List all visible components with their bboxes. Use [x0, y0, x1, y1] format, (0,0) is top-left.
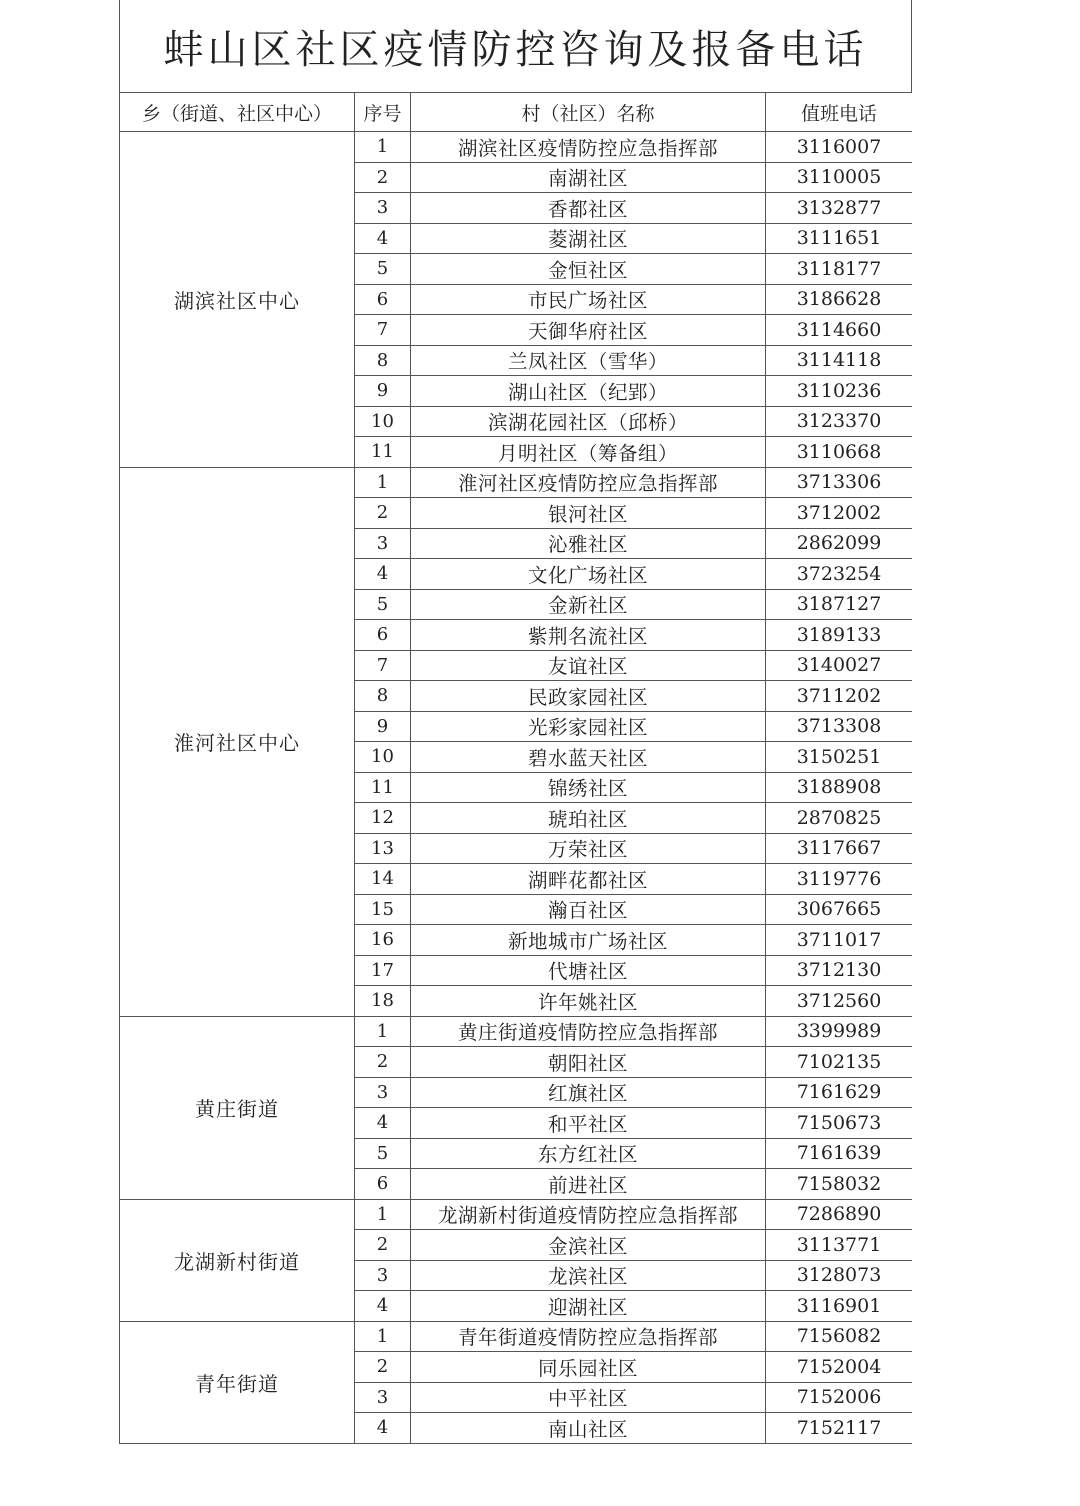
table-row — [120, 1016, 913, 1047]
phone-cell: 3128073 — [766, 1260, 913, 1291]
name-cell: 前进社区 — [411, 1169, 766, 1200]
phone-cell: 3118177 — [766, 254, 913, 285]
name-cell: 东方红社区 — [411, 1138, 766, 1169]
seq-cell: 7 — [355, 650, 411, 681]
seq-cell: 2 — [355, 498, 411, 529]
phone-cell: 3723254 — [766, 559, 913, 590]
page-title: 蚌山区社区疫情防控咨询及报备电话 — [163, 26, 868, 73]
district-cell: 淮河社区中心 — [120, 467, 355, 1016]
phone-cell: 7161629 — [766, 1077, 913, 1108]
phone-cell: 3114660 — [766, 315, 913, 346]
name-cell: 锦绣社区 — [411, 772, 766, 803]
table-row — [120, 467, 913, 498]
name-cell: 南山社区 — [411, 1413, 766, 1444]
name-cell: 市民广场社区 — [411, 284, 766, 315]
phone-cell: 3110236 — [766, 376, 913, 407]
phone-cell: 7150673 — [766, 1108, 913, 1139]
seq-cell: 3 — [355, 1260, 411, 1291]
seq-cell: 13 — [355, 833, 411, 864]
seq-cell: 8 — [355, 681, 411, 712]
phone-cell: 2870825 — [766, 803, 913, 834]
phone-cell: 3187127 — [766, 589, 913, 620]
name-cell: 香都社区 — [411, 193, 766, 224]
seq-cell: 9 — [355, 376, 411, 407]
phone-cell: 3116007 — [766, 132, 913, 163]
phone-cell: 3110005 — [766, 162, 913, 193]
name-cell: 青年街道疫情防控应急指挥部 — [411, 1321, 766, 1352]
name-cell: 湖畔花都社区 — [411, 864, 766, 895]
seq-cell: 1 — [355, 1016, 411, 1047]
table-row — [120, 1321, 913, 1352]
seq-cell: 1 — [355, 467, 411, 498]
phone-cell: 3711202 — [766, 681, 913, 712]
phone-cell: 3713306 — [766, 467, 913, 498]
name-cell: 天御华府社区 — [411, 315, 766, 346]
phone-cell: 7156082 — [766, 1321, 913, 1352]
phone-cell: 3150251 — [766, 742, 913, 773]
seq-cell: 6 — [355, 284, 411, 315]
seq-cell: 15 — [355, 894, 411, 925]
district-cell: 青年街道 — [120, 1321, 355, 1443]
seq-cell: 2 — [355, 1047, 411, 1078]
name-cell: 民政家园社区 — [411, 681, 766, 712]
header-district: 乡（街道、社区中心） — [120, 93, 355, 132]
phone-cell: 3067665 — [766, 894, 913, 925]
seq-cell: 4 — [355, 559, 411, 590]
phone-cell: 3119776 — [766, 864, 913, 895]
name-cell: 文化广场社区 — [411, 559, 766, 590]
title-box — [119, 0, 912, 92]
seq-cell: 14 — [355, 864, 411, 895]
seq-cell: 2 — [355, 1352, 411, 1383]
phone-cell: 7152117 — [766, 1413, 913, 1444]
name-cell: 新地城市广场社区 — [411, 925, 766, 956]
name-cell: 万荣社区 — [411, 833, 766, 864]
name-cell: 代塘社区 — [411, 955, 766, 986]
phone-cell: 3712560 — [766, 986, 913, 1017]
name-cell: 滨湖花园社区（邱桥） — [411, 406, 766, 437]
district-cell: 黄庄街道 — [120, 1016, 355, 1199]
seq-cell: 18 — [355, 986, 411, 1017]
name-cell: 月明社区（筹备组） — [411, 437, 766, 468]
seq-cell: 4 — [355, 1413, 411, 1444]
name-cell: 银河社区 — [411, 498, 766, 529]
phone-cell: 7102135 — [766, 1047, 913, 1078]
seq-cell: 11 — [355, 437, 411, 468]
seq-cell: 6 — [355, 620, 411, 651]
name-cell: 金恒社区 — [411, 254, 766, 285]
phone-cell: 3111651 — [766, 223, 913, 254]
phone-cell: 3712130 — [766, 955, 913, 986]
phone-cell: 3117667 — [766, 833, 913, 864]
name-cell: 友谊社区 — [411, 650, 766, 681]
phone-cell: 3114118 — [766, 345, 913, 376]
name-cell: 湖滨社区疫情防控应急指挥部 — [411, 132, 766, 163]
seq-cell: 8 — [355, 345, 411, 376]
seq-cell: 16 — [355, 925, 411, 956]
seq-cell: 1 — [355, 132, 411, 163]
table-body — [120, 132, 913, 1444]
name-cell: 和平社区 — [411, 1108, 766, 1139]
document-sheet — [119, 0, 912, 1506]
name-cell: 沁雅社区 — [411, 528, 766, 559]
seq-cell: 3 — [355, 1077, 411, 1108]
name-cell: 淮河社区疫情防控应急指挥部 — [411, 467, 766, 498]
seq-cell: 17 — [355, 955, 411, 986]
name-cell: 光彩家园社区 — [411, 711, 766, 742]
seq-cell: 4 — [355, 223, 411, 254]
name-cell: 菱湖社区 — [411, 223, 766, 254]
name-cell: 龙滨社区 — [411, 1260, 766, 1291]
header-phone: 值班电话 — [766, 93, 913, 132]
table-row — [120, 132, 913, 163]
seq-cell: 6 — [355, 1169, 411, 1200]
contact-table — [119, 92, 912, 1444]
seq-cell: 5 — [355, 254, 411, 285]
name-cell: 碧水蓝天社区 — [411, 742, 766, 773]
seq-cell: 1 — [355, 1199, 411, 1230]
seq-cell: 4 — [355, 1108, 411, 1139]
phone-cell: 3399989 — [766, 1016, 913, 1047]
name-cell: 龙湖新村街道疫情防控应急指挥部 — [411, 1199, 766, 1230]
seq-cell: 3 — [355, 193, 411, 224]
seq-cell: 5 — [355, 1138, 411, 1169]
phone-cell: 3186628 — [766, 284, 913, 315]
name-cell: 瀚百社区 — [411, 894, 766, 925]
name-cell: 中平社区 — [411, 1382, 766, 1413]
name-cell: 迎湖社区 — [411, 1291, 766, 1322]
seq-cell: 4 — [355, 1291, 411, 1322]
name-cell: 黄庄街道疫情防控应急指挥部 — [411, 1016, 766, 1047]
seq-cell: 1 — [355, 1321, 411, 1352]
district-cell: 龙湖新村街道 — [120, 1199, 355, 1321]
seq-cell: 3 — [355, 1382, 411, 1413]
phone-cell: 3188908 — [766, 772, 913, 803]
phone-cell: 7152006 — [766, 1382, 913, 1413]
seq-cell: 7 — [355, 315, 411, 346]
phone-cell: 3116901 — [766, 1291, 913, 1322]
phone-cell: 7158032 — [766, 1169, 913, 1200]
seq-cell: 2 — [355, 1230, 411, 1261]
phone-cell: 7286890 — [766, 1199, 913, 1230]
name-cell: 红旗社区 — [411, 1077, 766, 1108]
table-row — [120, 1199, 913, 1230]
name-cell: 金滨社区 — [411, 1230, 766, 1261]
phone-cell: 3140027 — [766, 650, 913, 681]
seq-cell: 11 — [355, 772, 411, 803]
name-cell: 紫荆名流社区 — [411, 620, 766, 651]
phone-cell: 7152004 — [766, 1352, 913, 1383]
name-cell: 朝阳社区 — [411, 1047, 766, 1078]
name-cell: 南湖社区 — [411, 162, 766, 193]
phone-cell: 3189133 — [766, 620, 913, 651]
seq-cell: 10 — [355, 406, 411, 437]
header-name: 村（社区）名称 — [411, 93, 766, 132]
phone-cell: 3712002 — [766, 498, 913, 529]
name-cell: 同乐园社区 — [411, 1352, 766, 1383]
header-seq: 序号 — [355, 93, 411, 132]
seq-cell: 5 — [355, 589, 411, 620]
seq-cell: 2 — [355, 162, 411, 193]
phone-cell: 3110668 — [766, 437, 913, 468]
name-cell: 金新社区 — [411, 589, 766, 620]
phone-cell: 3713308 — [766, 711, 913, 742]
phone-cell: 2862099 — [766, 528, 913, 559]
name-cell: 湖山社区（纪郢） — [411, 376, 766, 407]
name-cell: 兰凤社区（雪华） — [411, 345, 766, 376]
name-cell: 许年姚社区 — [411, 986, 766, 1017]
phone-cell: 3113771 — [766, 1230, 913, 1261]
seq-cell: 3 — [355, 528, 411, 559]
name-cell: 琥珀社区 — [411, 803, 766, 834]
seq-cell: 12 — [355, 803, 411, 834]
phone-cell: 7161639 — [766, 1138, 913, 1169]
phone-cell: 3123370 — [766, 406, 913, 437]
header-row — [120, 93, 913, 132]
phone-cell: 3132877 — [766, 193, 913, 224]
district-cell: 湖滨社区中心 — [120, 132, 355, 468]
seq-cell: 10 — [355, 742, 411, 773]
seq-cell: 9 — [355, 711, 411, 742]
phone-cell: 3711017 — [766, 925, 913, 956]
